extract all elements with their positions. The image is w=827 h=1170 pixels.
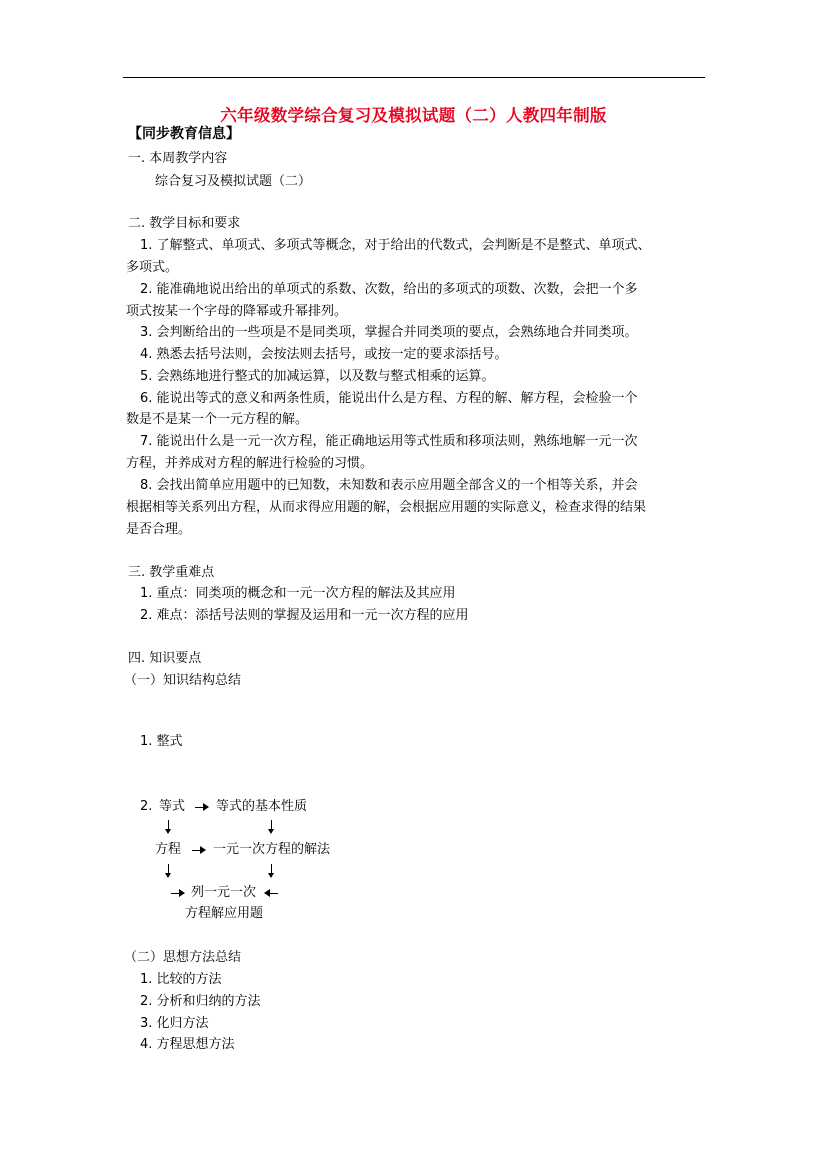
goal-line: 是否合理。: [126, 522, 192, 537]
arrow-down-icon: [267, 820, 277, 834]
section-3-heading: 三. 教学重难点: [128, 565, 215, 580]
goal-line: 1. 了解整式、单项式、多项式等概念，对于给出的代数式，会判断是不是整式、单项式、: [140, 238, 651, 253]
goal-line: 多项式。: [126, 260, 179, 275]
diagram-node-solve: 一元一次方程的解法: [213, 842, 331, 857]
diagram-node-property: 等式的基本性质: [216, 799, 308, 814]
goal-line: 7. 能说出什么是一元一次方程，能正确地运用等式性质和移项法则，熟练地解一元一次: [140, 434, 638, 449]
goal-line: 6. 能说出等式的意义和两条性质，能说出什么是方程、方程的解、解方程，会检验一个: [140, 391, 638, 406]
arrow-down-icon: [267, 864, 277, 878]
goal-line: 5. 会熟练地进行整式的加减运算，以及数与整式相乘的运算。: [140, 369, 495, 384]
method-item: 3. 化归方法: [140, 1016, 209, 1031]
arrow-down-icon: [164, 820, 174, 834]
diagram-node-apply-line2: 方程解应用题: [185, 906, 264, 921]
section-1-heading: 一. 本周教学内容: [128, 151, 228, 166]
section-header: 【同步教育信息】: [128, 126, 240, 142]
goal-line: 4. 熟悉去括号法则，会按法则去括号，或按一定的要求添括号。: [140, 347, 508, 362]
arrow-right-icon: [192, 846, 206, 854]
goal-line: 3. 会判断给出的一些项是不是同类项，掌握合并同类项的要点，会熟练地合并同类项。: [140, 325, 638, 340]
goal-line: 根据相等关系列出方程，从而求得应用题的解，会根据应用题的实际意义，检查求得的结果: [126, 500, 647, 515]
goal-line: 8. 会找出简单应用题中的已知数，未知数和表示应用题全部含义的一个相等关系，并会: [140, 478, 638, 493]
section-2-heading: 二. 教学目标和要求: [128, 216, 241, 231]
arrow-down-icon: [164, 864, 174, 878]
method-item: 1. 比较的方法: [140, 972, 222, 987]
method-item: 4. 方程思想方法: [140, 1037, 235, 1052]
arrow-left-icon: [264, 889, 278, 897]
page-title: 六年级数学综合复习及模拟试题（二）人教四年制版: [220, 106, 607, 125]
subsection-1-heading: （一）知识结构总结: [124, 673, 242, 688]
subsection-2-heading: （二）思想方法总结: [124, 950, 242, 965]
section-1-content: 综合复习及模拟试题（二）: [155, 174, 312, 189]
arrow-right-icon: [171, 889, 185, 897]
diagram-node-apply-line1: 列一元一次: [191, 885, 257, 900]
goal-line: 2. 能准确地说出给出的单项式的系数、次数，给出的多项式的项数、次数，会把一个多: [140, 282, 638, 297]
goal-line: 数是不是某一个一元方程的解。: [126, 412, 309, 427]
method-item: 2. 分析和归纳的方法: [140, 994, 261, 1009]
section-4-heading: 四. 知识要点: [128, 651, 202, 666]
item-polynomial: 1. 整式: [140, 734, 183, 749]
arrow-right-icon: [195, 803, 209, 811]
key-point-line: 1. 重点：同类项的概念和一元一次方程的解法及其应用: [140, 586, 456, 601]
goal-line: 项式按某一个字母的降幂或升幂排列。: [126, 304, 348, 319]
diagram-prefix: 2.: [140, 799, 153, 814]
goal-line: 方程，并养成对方程的解进行检验的习惯。: [126, 456, 374, 471]
diagram-node-fangcheng: 方程: [155, 842, 182, 857]
top-rule: [123, 77, 705, 78]
difficult-point-line: 2. 难点：添括号法则的掌握及运用和一元一次方程的应用: [140, 608, 469, 623]
diagram-node-equation: 等式: [159, 799, 186, 814]
